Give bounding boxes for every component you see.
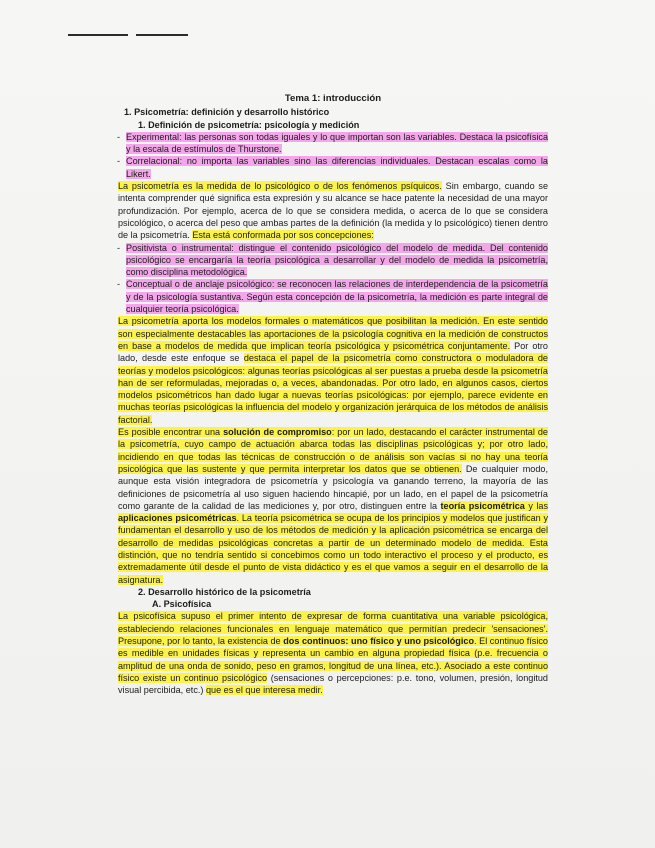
bullet-text: Correlacional: no importa las variables sino las diferencias individuales. Destacan escalas como la Likert.: [126, 156, 548, 179]
bullet-experimental: - Experimental: las personas son todas iguales y lo que importan son las variables. Destaca la psicofísica y la escala de estímulos de Thurstone.: [117, 131, 548, 155]
highlighted-text: La psicometría es la medida de lo psicológico o de los fenómenos psíquicos.: [118, 181, 442, 192]
highlighted-text: y las: [524, 500, 549, 511]
subsection-heading-1-1: 1. Definición de psicometría: psicología y medición: [138, 119, 360, 130]
binding-mark-2: [136, 34, 188, 36]
subsection-heading-1-2: 2. Desarrollo histórico de la psicometría: [138, 586, 311, 597]
highlighted-text: . La teoría psicométrica se ocupa de los principios y modelos que justifican y fundamentan el desarrollo y uso de los métodos de medición y la aplicación psicométrica se encarga del desarrollo de medidas psicológicas concretas a partir de un determinado modelo de medida. Esta distinción, que no tendría sentido si concebimos como un todo interactivo el proceso y el producto, es extremadamente útil desde el punto de vista didáctico y es el que vamos a seguir en el desarrollo de la asignatura.: [118, 513, 549, 585]
highlighted-text: : por un lado, destacando el carácter instrumental de la psicometría, cuyo campo de actuación abarca todas las disciplinas psicológicas y; por otro lado, incidiendo en que todas las técnicas de construcción o de análisis son vacías si no hay una teoría psicológica que las sustente y que permita interpretar los datos que se obtienen.: [118, 427, 548, 474]
highlighted-text: Es posible encontrar una: [118, 427, 224, 438]
highlighted-text: destaca el papel de la psicometría como constructora o moduladora de teorías y modelos psicológicos: algunas teorías psicológicas al ser puestas a prueba desde la psicometría han de ser reformuladas, mejoradas o, a veces, abandonadas.: [118, 353, 548, 388]
bullet-text: Conceptual o de anclaje psicológico: se reconocen las relaciones de interdependencia de la psicometría y de la psicología sustantiva. Según esta concepción de la psicometría, la medición es parte integral de cualquier teoría psicológica.: [126, 279, 548, 315]
highlighted-text: Por otro lado, en algunos casos, ciertos modelos psicométricos han dado lugar a nuevas teorías psicológicas: por ejemplo, parece evidente en muchas teorías psicológicas la influencia del modelo y organización jerárquica de los métodos de análisis factorial.: [118, 377, 548, 425]
page-title: Tema 1: introducción: [284, 93, 382, 104]
bold-highlighted-text: dos continuos: uno físico y uno psicológico: [283, 636, 475, 647]
binding-mark: [68, 34, 128, 36]
document-body: [118, 93, 548, 697]
bullet-correlacional: - Correlacional: no importa las variables sino las diferencias individuales. Destacan escalas como la Likert.: [117, 156, 548, 179]
highlighted-text: . El continuo físico es medible en unidades físicas y representa un cambio en alguna propiedad física (p.e. frecuencia o amplitud de una onda de sonido, peso en gramos, longitud de una línea, etc.).: [118, 636, 548, 671]
section-heading-1: 1. Psicometría: definición y desarrollo histórico: [124, 107, 330, 118]
paragraph-3: [118, 426, 548, 586]
paragraph-4: [118, 610, 548, 696]
highlighted-text: que es el que interesa medir.: [205, 685, 323, 696]
highlighted-text: Asociado a este continuo físico existe un continuo psicológico: [118, 660, 548, 683]
bullet-conceptual: - Conceptual o de anclaje psicológico: se reconocen las relaciones de interdependencia de la psicometría y de la psicología sustantiva. Según esta concepción de la psicometría, la medición es parte integral de cualquier teoría psicológica.: [117, 279, 548, 315]
bullet-positivista: - Positivista o instrumental: distingue el contenido psicológico del modelo de medida. Del contenido psicológico se encargaría la teoría psicológica a desarrollar y del modelo de medida la psicometría, como disciplina metodológica.: [117, 242, 548, 278]
paragraph-text: Por otro lado, desde este enfoque se: [118, 340, 548, 364]
bullet-text: Experimental: las personas son todas iguales y lo que importan son las variables. Destaca la psicofísica y la escala de estímulos de Thurstone.: [126, 131, 548, 155]
highlighted-text: La psicofísica supuso el primer intento de expresar de forma cuantitativa una variable psicológica, estableciendo relaciones funcionales en lenguaje matemático que permitían predecir 'sensaciones'. Presupone, por lo tanto, la existencia de: [118, 611, 548, 647]
highlighted-text: La psicometría aporta los modelos formales o matemáticos que posibilitan la medición. En este sentido son especialmente destacables las aportaciones de la psicología cognitiva en la medición de constructos en base a modelos de medida que implican teoría psicológica y psicométrica conjuntamente.: [118, 316, 548, 351]
subsection-heading-a: A. Psicofísica: [152, 599, 212, 610]
paragraph-text: (sensaciones o percepciones: p.e. tono, volumen, presión, longitud visual percibida, etc.): [118, 672, 548, 696]
paragraph-text: Sin embargo, cuando se intenta comprender qué significa esta expresión y su alcance se hace patente la necesidad de una mayor profundización. Por ejemplo, acerca de lo que se considera medida, o acerca de lo que se considera psicológico, o acerca del peso que ambas partes de la definición (la medida y lo psicológico) tienen dentro de la psicometría.: [118, 181, 549, 241]
highlighted-text: Esta está conformada por sos concepciones:: [192, 230, 374, 241]
paragraph-1: [118, 180, 548, 241]
bold-highlighted-text: aplicaciones psicométricas: [118, 513, 237, 524]
paragraph-2: [118, 315, 548, 426]
bold-highlighted-text: solución de compromiso: [223, 427, 332, 438]
bold-highlighted-text: teoría psicométrica: [440, 500, 525, 511]
paragraph-text: De cualquier modo, aunque esta visión integradora de psicometría y psicología va ganando terreno, la mayoría de las definiciones de psicometría al uso siguen haciendo hincapié, por un lado, en el papel de la psicometría como garante de la calidad de las mediciones y, por otro, distinguen entre la: [118, 463, 548, 511]
bullet-text: Positivista o instrumental: distingue el contenido psicológico del modelo de medida. Del contenido psicológico se encargaría la teoría psicológica a desarrollar y del modelo de medida la psicometría, como disciplina metodológica.: [126, 242, 548, 278]
